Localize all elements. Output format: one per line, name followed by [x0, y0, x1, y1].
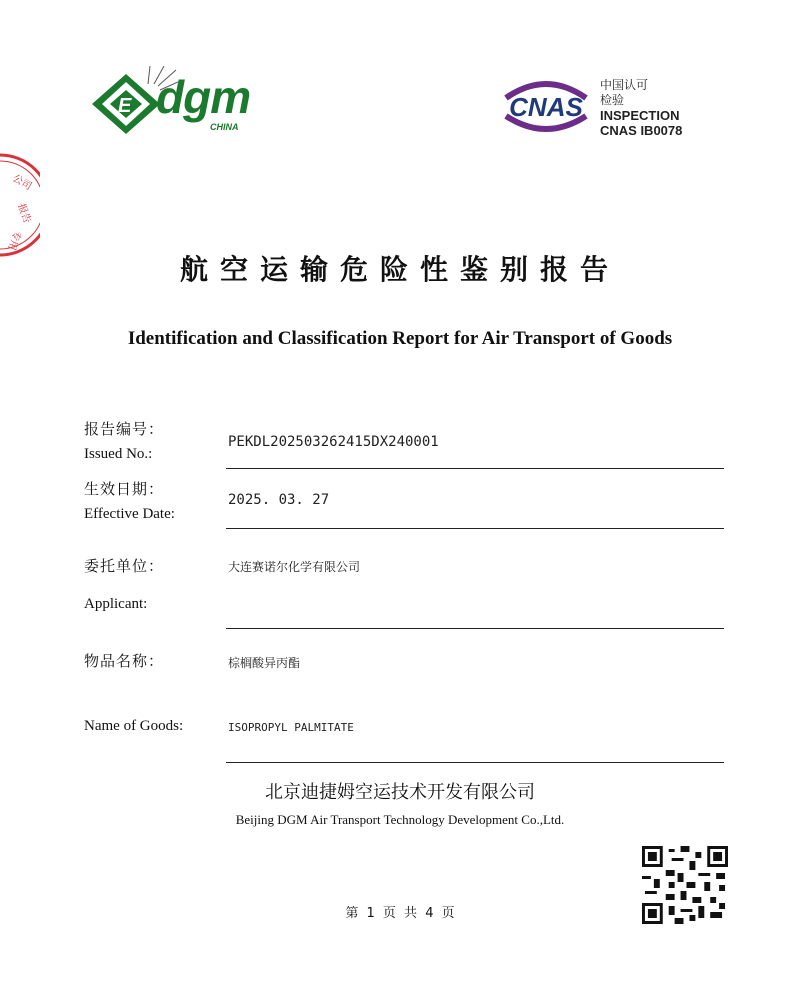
effective-date-rule	[226, 528, 724, 529]
cnas-mark-text: CNAS	[509, 92, 583, 122]
svg-text:公司: 公司	[10, 173, 34, 193]
effective-date-label-en: Effective Date:	[84, 506, 175, 522]
issued-no-label-cn: 报告编号：	[84, 420, 165, 438]
report-title-cn: 航空运输危险性鉴别报告	[179, 253, 620, 286]
cnas-logo	[498, 76, 594, 136]
goods-value-en: ISOPROPYL PALMITATE	[228, 721, 354, 734]
dgm-brand-text: dgm	[156, 71, 251, 123]
company-name-cn: 北京迪捷姆空运技术开发有限公司	[265, 782, 535, 803]
svg-text:专用: 专用	[5, 228, 23, 252]
cnas-line-2: 检验	[600, 93, 625, 107]
goods-rule	[226, 762, 724, 763]
svg-text:E: E	[118, 95, 132, 117]
applicant-rule	[226, 628, 724, 629]
svg-text:报告: 报告	[15, 202, 33, 225]
applicant-value: 大连赛诺尔化学有限公司	[228, 560, 361, 574]
effective-date-label-cn: 生效日期：	[84, 480, 165, 498]
issued-no-value: PEKDL202503262415DX240001	[228, 434, 439, 450]
report-title-en: Identification and Classification Report for Air Transport of Goods	[127, 328, 673, 349]
cnas-caption	[600, 78, 682, 138]
effective-date-value: 2025. 03. 27	[228, 492, 330, 508]
cnas-line-4: CNAS IB0078	[600, 123, 683, 138]
page-number: 第 1 页 共 4 页	[345, 906, 455, 921]
goods-label-cn: 物品名称：	[84, 652, 165, 670]
company-seal-stamp	[0, 150, 40, 260]
cnas-line-3: INSPECTION	[600, 108, 680, 123]
company-name-en: Beijing DGM Air Transport Technology Development Co.,Ltd.	[235, 812, 565, 827]
applicant-label-en: Applicant:	[84, 596, 148, 612]
cnas-line-1: 中国认可	[600, 78, 649, 92]
dgm-logo	[88, 62, 268, 144]
dgm-china-text: CHINA	[210, 122, 239, 132]
applicant-label-cn: 委托单位：	[84, 557, 165, 575]
issued-no-label-en: Issued No.:	[84, 446, 153, 462]
goods-value-cn: 棕榈酸异丙酯	[228, 656, 301, 670]
goods-label-en: Name of Goods:	[84, 718, 184, 734]
issued-no-rule	[226, 468, 724, 469]
